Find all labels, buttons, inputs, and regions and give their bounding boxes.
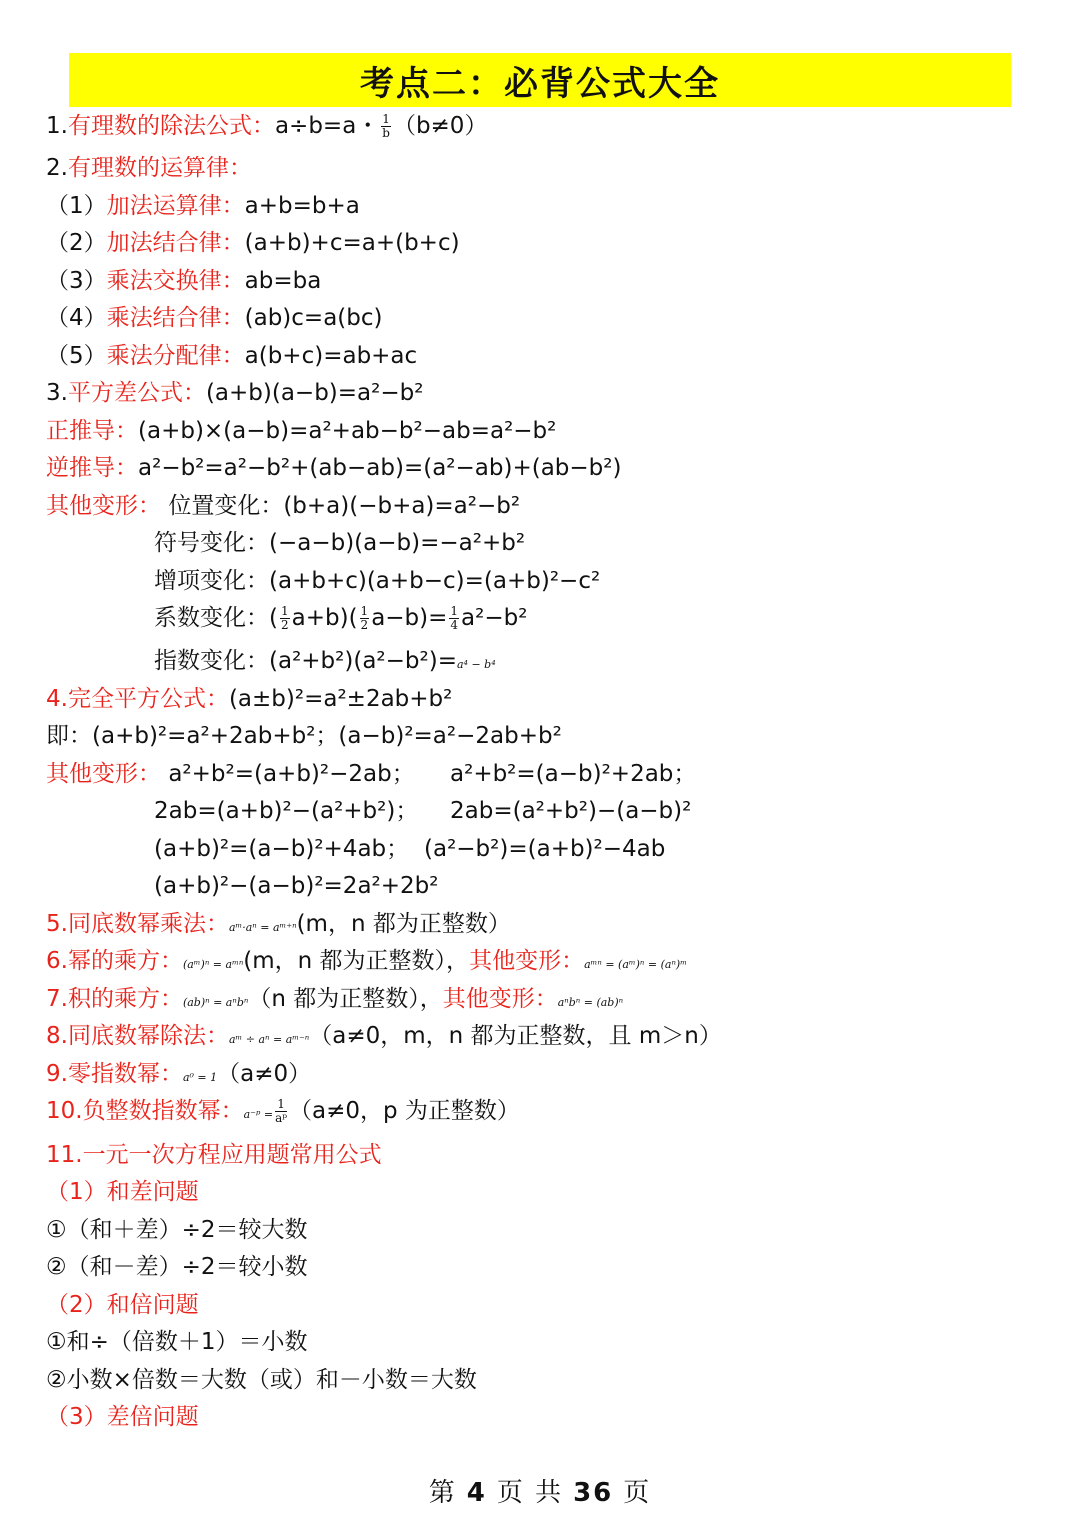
fraction: $\frac{1}{2}$ xyxy=(360,604,369,632)
formula-label: 有理数的除法公式： xyxy=(67,113,275,139)
formula-line-7: （5）乘法分配律：a(b+c)=ab+ac xyxy=(46,343,418,369)
section-title: 考点二：必背公式大全 xyxy=(360,63,720,104)
formula-line-15: 指数变化：(a²+b²)(a²−b²)=a⁴ − b⁴ xyxy=(154,648,496,674)
formula-line-35: （3）差倍问题 xyxy=(46,1404,199,1430)
formula-line-30: ①（和＋差）÷2＝较大数 xyxy=(46,1217,308,1243)
formula-line-2: 2.有理数的运算律： xyxy=(46,155,252,181)
fraction: $\frac{1}{4}$ xyxy=(450,604,459,632)
formula-line-8: 3.平方差公式：(a+b)(a−b)=a²−b² xyxy=(46,380,424,406)
formula-line-12: 符号变化：(−a−b)(a−b)=−a²+b² xyxy=(154,530,526,556)
formula-line-11: 其他变形： 位置变化：(b+a)(−b+a)=a²−b² xyxy=(46,493,521,519)
formula-line-18: 其他变形： a²+b²=(a+b)²−2ab； a²+b²=(a−b)²+2ab； xyxy=(46,761,697,787)
formula-line-23: 6.幂的乘方：(aᵐ)ⁿ = aᵐⁿ(m，n 都为正整数），其他变形：aᵐⁿ = (aᵐ)ⁿ = (aⁿ)ᵐ xyxy=(46,948,687,974)
fraction: $\frac{1}{b}$ xyxy=(382,112,390,140)
formula-line-27: 10.负整数指数幂：a⁻ᵖ = $\frac{1}{\text{aᵖ}}$ （a≠0，p 为正整数） xyxy=(46,1097,520,1125)
formula-line-3: （1）加法运算律：a+b=b+a xyxy=(46,193,360,219)
formula-line-4: （2）加法结合律：(a+b)+c=a+(b+c) xyxy=(46,230,460,256)
formula-line-13: 增项变化：(a+b+c)(a+b−c)=(a+b)²−c² xyxy=(154,568,601,594)
formula-line-31: ②（和－差）÷2＝较小数 xyxy=(46,1254,308,1280)
formula-line-6: （4）乘法结合律：(ab)c=a(bc) xyxy=(46,305,383,331)
formula-line-10: 逆推导：a²−b²=a²−b²+(ab−ab)=(a²−ab)+(ab−b²) xyxy=(46,455,622,481)
formula-line-16: 4.完全平方公式：(a±b)²=a²±2ab+b² xyxy=(46,686,453,712)
formula-line-5: （3）乘法交换律：ab=ba xyxy=(46,268,322,294)
formula-line-28: 11.一元一次方程应用题常用公式 xyxy=(46,1142,382,1168)
page-total: 36 xyxy=(573,1478,614,1508)
formula-line-24: 7.积的乘方：(ab)ⁿ = aⁿbⁿ（n 都为正整数），其他变形：aⁿbⁿ = (ab)ⁿ xyxy=(46,986,624,1012)
formula-line-1: 1.有理数的除法公式：a÷b=a・ $\frac{1}{b}$ （b≠0） xyxy=(46,112,488,140)
page-number: 4 xyxy=(466,1478,487,1508)
formula-line-9: 正推导：(a+b)×(a−b)=a²+ab−b²−ab=a²−b² xyxy=(46,418,557,444)
formula-line-25: 8.同底数幂除法：aᵐ ÷ aⁿ = aᵐ⁻ⁿ（a≠0，m，n 都为正整数，且 m＞n） xyxy=(46,1023,722,1049)
page-footer: 第 4 页 共 36 页 xyxy=(428,1478,652,1508)
formula-line-21: (a+b)²−(a−b)²=2a²+2b² xyxy=(154,873,439,899)
formula-line-17: 即：(a+b)²=a²+2ab+b²；(a−b)²=a²−2ab+b² xyxy=(46,723,562,749)
formula-line-20: (a+b)²=(a−b)²+4ab； (a²−b²)=(a+b)²−4ab xyxy=(154,836,666,862)
formula-line-19: 2ab=(a+b)²−(a²+b²)； 2ab=(a²+b²)−(a−b)² xyxy=(154,798,692,824)
fraction: $\frac{1}{2}$ xyxy=(280,604,289,632)
formula-line-32: （2）和倍问题 xyxy=(46,1292,199,1318)
formula-line-22: 5.同底数幂乘法：aᵐ·aⁿ = aᵐ⁺ⁿ(m，n 都为正整数） xyxy=(46,911,511,937)
formula-line-14: 系数变化：( $\frac{1}{2}$ a+b)( $\frac{1}{2}$ a−b)= $\frac{1}{4}$ a²−b² xyxy=(154,604,528,632)
fraction: $\frac{1}{\text{aᵖ}}$ xyxy=(275,1097,288,1125)
formula-line-26: 9.零指数幂：a⁰ = 1（a≠0） xyxy=(46,1061,312,1087)
formula-line-29: （1）和差问题 xyxy=(46,1179,199,1205)
section-title-bar xyxy=(69,53,1011,107)
formula-line-34: ②小数×倍数＝大数（或）和－小数＝大数 xyxy=(46,1367,477,1393)
formula-line-33: ①和÷（倍数＋1）＝小数 xyxy=(46,1329,308,1355)
